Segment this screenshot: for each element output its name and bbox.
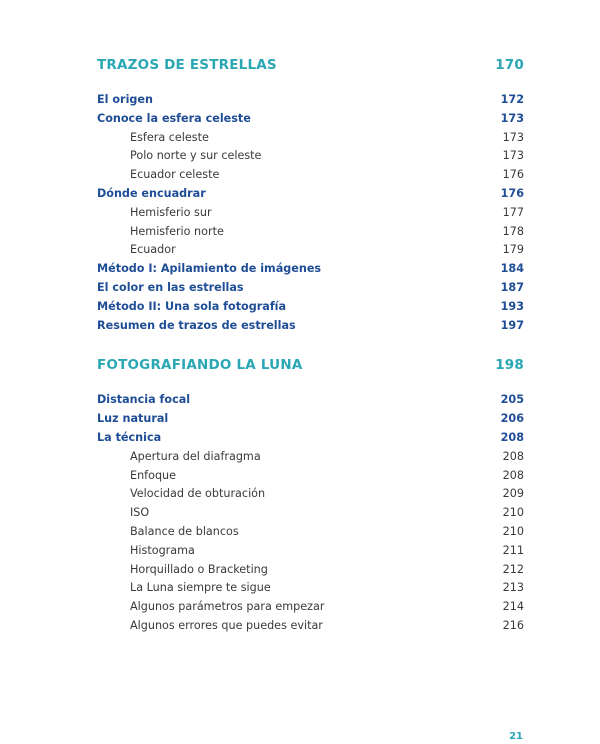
toc-entry[interactable] — [97, 110, 524, 129]
toc-subentry[interactable] — [97, 204, 524, 223]
entry-page: 213 — [502, 581, 524, 595]
entry-label: Polo norte y sur celeste — [130, 149, 262, 163]
toc-subentry[interactable] — [97, 561, 524, 580]
entry-page: 187 — [500, 280, 524, 294]
entry-label: La técnica — [97, 430, 162, 444]
entry-page: 208 — [502, 468, 524, 482]
section-page: 198 — [495, 357, 524, 374]
page-number: 21 — [509, 731, 523, 742]
entry-page: 208 — [500, 430, 524, 444]
entry-page: 173 — [500, 111, 524, 125]
toc-subentry[interactable] — [97, 241, 524, 260]
entry-label: Método II: Una sola fotografía — [97, 299, 287, 313]
toc-section — [97, 57, 524, 335]
section-title: FOTOGRAFIANDO LA LUNA — [97, 357, 303, 374]
toc-entry[interactable] — [97, 391, 524, 410]
entry-label: Apertura del diafragma — [130, 449, 261, 463]
toc-subentry[interactable] — [97, 129, 524, 148]
table-of-contents — [97, 57, 524, 658]
entry-page: 205 — [500, 393, 524, 407]
section-page: 170 — [495, 57, 524, 73]
toc-subentry[interactable] — [97, 147, 524, 166]
entry-label: Conoce la esfera celeste — [97, 111, 251, 125]
entry-page: 176 — [500, 186, 524, 200]
toc-subentry[interactable] — [97, 223, 524, 242]
entry-label: Luz natural — [97, 412, 169, 426]
entry-page: 208 — [502, 449, 524, 463]
section-title: TRAZOS DE ESTRELLAS — [97, 57, 277, 73]
entry-page: 179 — [502, 243, 524, 257]
toc-entry[interactable] — [97, 429, 524, 448]
entry-label: Esfera celeste — [130, 130, 209, 144]
toc-section — [97, 357, 524, 635]
entry-page: 172 — [500, 93, 524, 106]
entry-label: El origen — [97, 93, 153, 106]
entry-label: El color en las estrellas — [97, 280, 244, 294]
entry-label: ISO — [130, 506, 150, 520]
entry-label: Hemisferio sur — [130, 205, 212, 219]
toc-entry[interactable] — [97, 91, 524, 110]
entry-label: Enfoque — [130, 468, 177, 482]
toc-subentry[interactable] — [97, 542, 524, 561]
toc-entry[interactable] — [97, 279, 524, 298]
entry-label: Algunos errores que puedes evitar — [130, 618, 323, 632]
toc-subentry[interactable] — [97, 598, 524, 617]
entry-label: Resumen de trazos de estrellas — [97, 318, 296, 332]
entry-page: 214 — [502, 600, 524, 614]
section-heading[interactable] — [97, 57, 524, 77]
entry-label: Algunos parámetros para empezar — [130, 600, 325, 614]
entry-label: Histograma — [130, 543, 195, 557]
entry-page: 184 — [500, 262, 524, 276]
entry-label: Hemisferio norte — [130, 224, 224, 238]
section-heading[interactable] — [97, 357, 524, 377]
entry-page: 193 — [500, 299, 524, 313]
toc-entry[interactable] — [97, 317, 524, 336]
toc-subentry[interactable] — [97, 166, 524, 185]
toc-entry[interactable] — [97, 260, 524, 279]
entry-page: 176 — [502, 168, 524, 182]
entry-label: Distancia focal — [97, 393, 191, 407]
entry-page: 209 — [502, 487, 524, 501]
entry-label: Balance de blancos — [130, 524, 239, 538]
entry-label: Método I: Apilamiento de imágenes — [97, 262, 322, 276]
toc-entry[interactable] — [97, 298, 524, 317]
entry-label: Ecuador — [130, 243, 176, 257]
toc-subentry[interactable] — [97, 617, 524, 636]
entry-page: 173 — [502, 130, 524, 144]
entry-label: Horquillado o Bracketing — [130, 562, 268, 576]
entry-page: 210 — [502, 506, 524, 520]
toc-subentry[interactable] — [97, 523, 524, 542]
entry-page: 211 — [502, 543, 524, 557]
entry-page: 210 — [502, 524, 524, 538]
toc-subentry[interactable] — [97, 579, 524, 598]
entry-page: 216 — [502, 618, 524, 632]
toc-subentry[interactable] — [97, 448, 524, 467]
entry-page: 212 — [502, 562, 524, 576]
entry-label: La Luna siempre te sigue — [130, 581, 271, 595]
entry-label: Velocidad de obturación — [130, 487, 266, 501]
toc-entry[interactable] — [97, 185, 524, 204]
toc-entry[interactable] — [97, 410, 524, 429]
toc-subentry[interactable] — [97, 485, 524, 504]
entry-page: 197 — [500, 318, 524, 332]
entry-page: 206 — [500, 412, 524, 426]
entry-page: 173 — [502, 149, 524, 163]
toc-subentry[interactable] — [97, 467, 524, 486]
entry-page: 177 — [502, 205, 524, 219]
toc-subentry[interactable] — [97, 504, 524, 523]
entry-page: 178 — [502, 224, 524, 238]
entry-label: Ecuador celeste — [130, 168, 220, 182]
entry-label: Dónde encuadrar — [97, 186, 206, 200]
